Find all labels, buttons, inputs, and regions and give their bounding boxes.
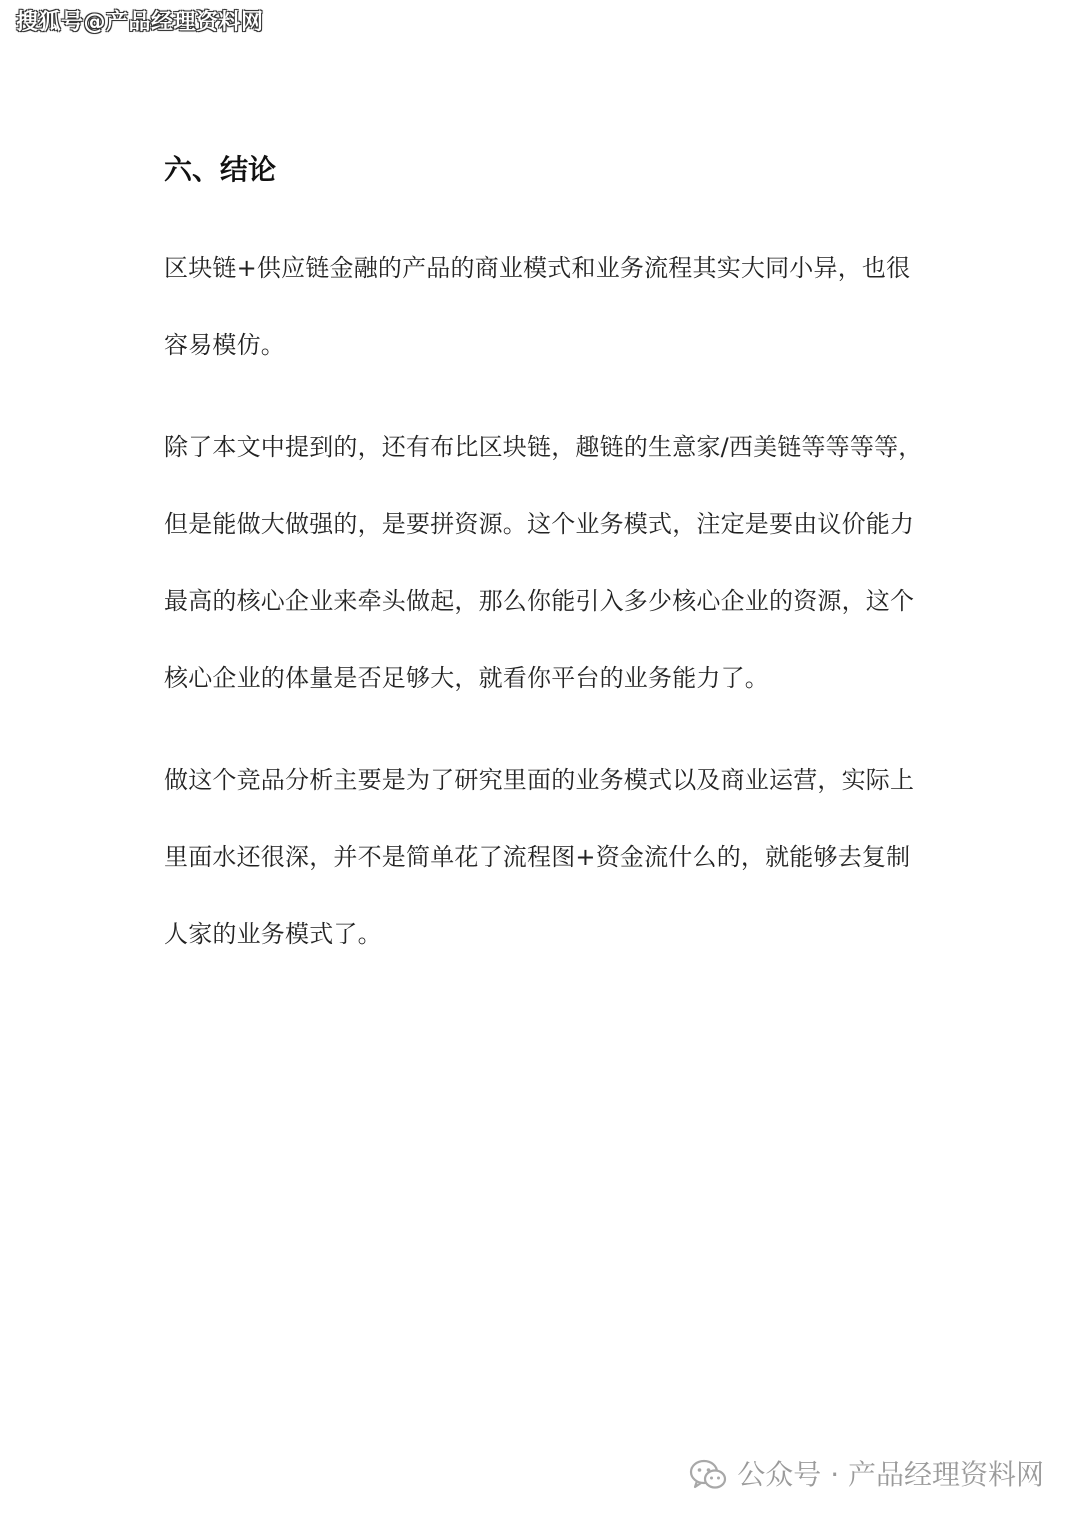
paragraph-2: 除了本文中提到的，还有布比区块链，趣链的生意家/西美链等等等等，但是能做大做强的，是要拼资源。这个业务模式，注定是要由议价能力最高的核心企业来牵头做起，那么你能引入多少核心企业的资源，这个核心企业的体量是否足够大，就看你平台的业务能力了。 — [164, 433, 923, 692]
article-body — [164, 140, 924, 998]
footer-account-name: 公众号 · 产品经理资料网 — [737, 1458, 1044, 1491]
paragraph-1: 区块链+供应链金融的产品的商业模式和业务流程其实大同小异，也很容易模仿。 — [164, 254, 911, 359]
wechat-account-footer — [689, 1455, 1044, 1495]
paragraph-3: 做这个竞品分析主要是为了研究里面的业务模式以及商业运营，实际上里面水还很深，并不是简单花了流程图+资金流什么的，就能够去复制人家的业务模式了。 — [164, 766, 915, 948]
section-heading: 六、结论 — [164, 153, 277, 186]
sohu-watermark: 搜狐号@产品经理资料网 — [16, 10, 264, 35]
wechat-icon — [689, 1458, 727, 1492]
